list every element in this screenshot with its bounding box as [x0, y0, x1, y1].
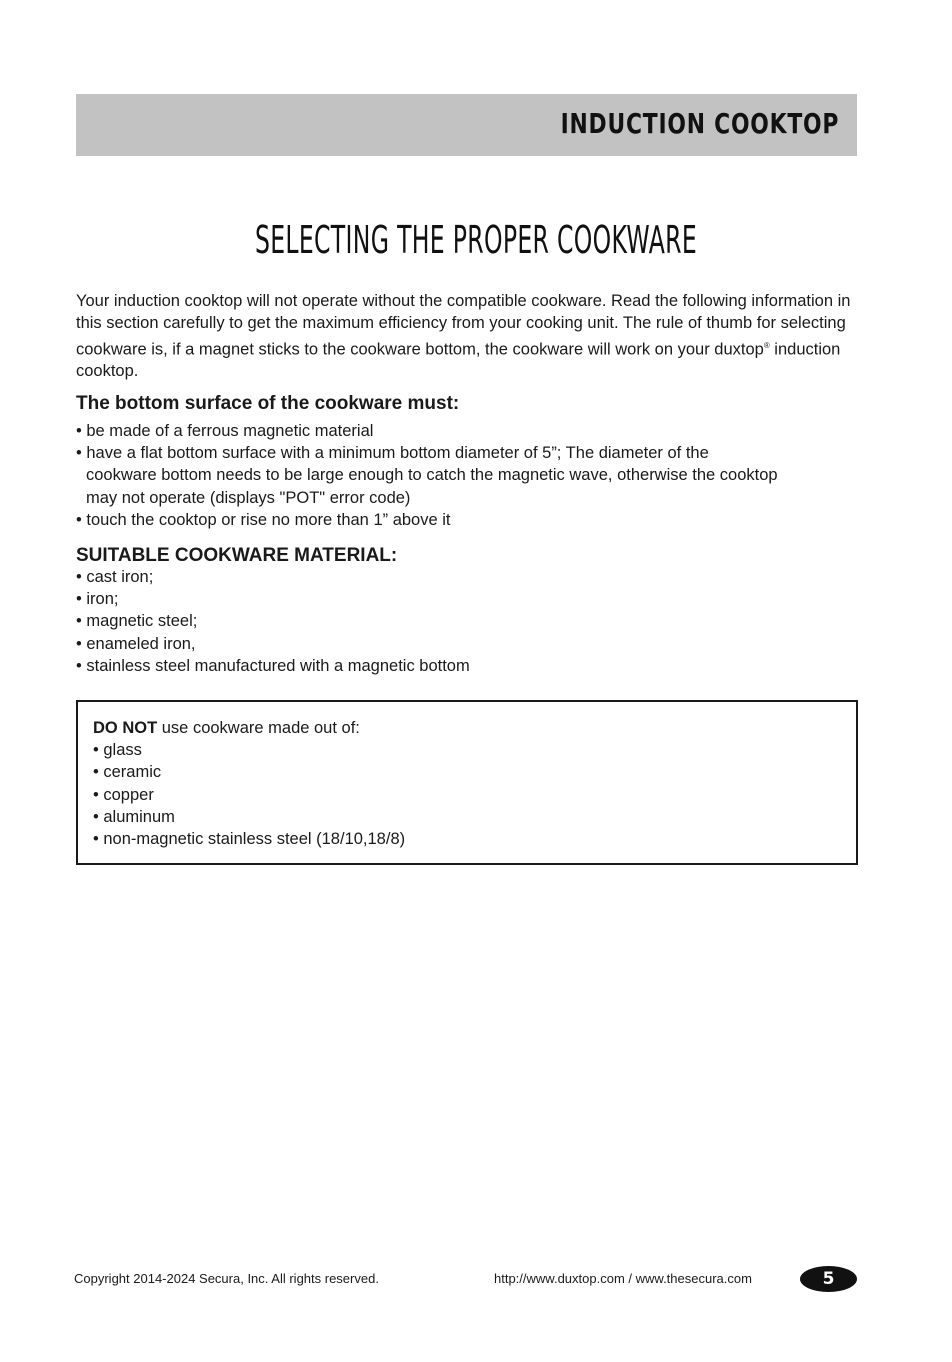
- list-item: • copper: [93, 785, 154, 804]
- list-item: • ceramic: [93, 763, 162, 782]
- do-not-content: [93, 717, 405, 850]
- list-item: • iron;: [76, 590, 119, 609]
- list-item: • magnetic steel;: [76, 612, 198, 631]
- list-item: • have a flat bottom surface with a minimum bottom diameter of 5”; The diameter of the: [76, 444, 709, 463]
- page-number-badge: 5: [800, 1266, 857, 1292]
- page-title: SELECTING THE PROPER COOKWARE: [254, 218, 698, 262]
- header-title: INDUCTION COOKTOP: [560, 107, 839, 140]
- do-not-box: [76, 700, 858, 865]
- list-item: • aluminum: [93, 807, 175, 826]
- header-band: [76, 94, 857, 156]
- suitable-heading: SUITABLE COOKWARE MATERIAL:: [76, 545, 398, 566]
- list-item: • glass: [93, 741, 142, 760]
- list-item: • non-magnetic stainless steel (18/10,18/8): [93, 830, 406, 849]
- list-item: • cast iron;: [76, 568, 154, 586]
- list-item: • stainless steel manufactured with a magnetic bottom: [76, 656, 470, 675]
- registered-mark: ®: [763, 340, 770, 350]
- do-not-label: [93, 717, 405, 739]
- intro-paragraph: [76, 290, 866, 383]
- footer-urls: http://www.duxtop.com / www.thesecura.com: [494, 1271, 752, 1286]
- list-item: • be made of a ferrous magnetic material: [76, 422, 374, 440]
- do-not-bold: DO NOT: [93, 719, 158, 737]
- intro-text: Your induction cooktop will not operate without the compatible cookware. Read the following information in this section carefully to get the maximum efficiency from your cooking unit. The rule of thumb for selecting cookware is, if a magnet sticks to the cookware bottom, the cookware will work on your duxtop: [76, 292, 851, 359]
- list-item: may not operate (displays "POT" error code): [86, 488, 411, 507]
- list-item: • touch the cooktop or rise no more than 1” above it: [76, 510, 451, 529]
- suitable-list: [76, 566, 866, 677]
- bottom-surface-list: [76, 420, 866, 531]
- bottom-surface-heading: The bottom surface of the cookware must:: [76, 393, 460, 414]
- list-item: cookware bottom needs to be large enough to catch the magnetic wave, otherwise the cooktop: [86, 466, 778, 485]
- do-not-list: [93, 739, 405, 850]
- intro-text-end: induction cooktop.: [76, 340, 841, 381]
- list-item: • enameled iron,: [76, 634, 196, 653]
- footer-copyright: Copyright 2014-2024 Secura, Inc. All rights reserved.: [74, 1271, 379, 1286]
- do-not-label-rest: use cookware made out of:: [157, 719, 360, 737]
